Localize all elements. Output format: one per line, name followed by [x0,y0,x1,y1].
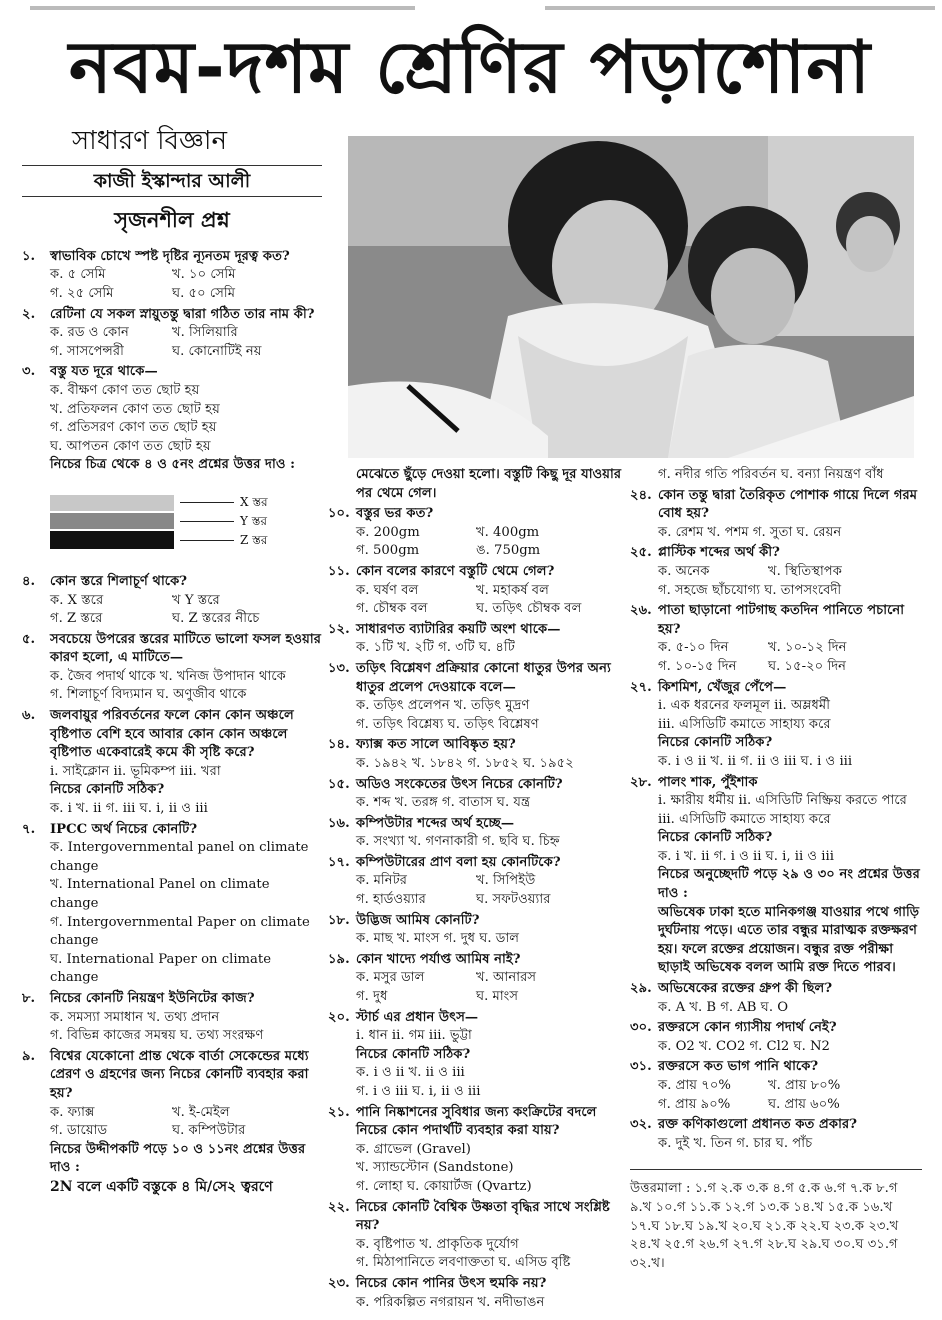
options: গ. Z স্তরে ঘ. Z স্তরের নীচে [50,611,260,627]
question-21: ২১. পানি নিষ্কাশনের সুবিধার জন্য কংক্রিটের বদলে নিচের কোন পদার্থটি ব্যবহার করা যায়? [328,1104,597,1139]
options: ক. 200gm খ. 400gm [356,524,540,540]
question-10: ১০. বস্তুর ভর কত? [328,506,434,522]
option: ক. Intergovernmental panel on climate change [50,840,309,874]
option: i. সাইক্লোন ii. ভূমিকম্প iii. খরা [50,763,221,779]
option: ঘ. International Paper on climate change [50,951,272,986]
layer-z [50,531,174,549]
instruction-note: নিচের উদ্দীপকটি পড়ে ১০ ও ১১নং প্রশ্নের উত্তর দাও : [50,1141,306,1176]
options: গ. সাসপেন্সরী ঘ. কোনোটিই নয় [50,343,262,359]
question-3: ৩. বস্তু যত দূরে থাকে— [22,364,158,380]
option: i. এক ধরনের ফলমূল ii. অম্লধর্মী [658,698,830,714]
question-9: ৯. বিশ্বের যেকোনো প্রান্ত থেকে বার্তা সেকেন্ডের মধ্যে প্রেরণ ও গ্রহণের জন্য নিচের কোনটি ব্যবহার করা হয়? [22,1048,309,1101]
option: গ. লোহা ঘ. কোয়ার্টজ (Qvartz) [356,1178,532,1194]
option: ক. i খ. ii গ. i ও ii ঘ. i, ii ও iii [658,848,834,864]
question-31: ৩১. রক্তরসে কত ভাগ পানি থাকে? [630,1059,819,1075]
option: ক. ১৯৪২ খ. ১৮৪২ গ. ১৮৫২ ঘ. ১৯৫২ [356,755,574,771]
option: iii. এসিডিটি কমাতে সাহায্য করে [658,811,831,827]
option: ক. i ও ii খ. ii ও iii [356,1065,465,1081]
column-2 [328,466,628,1312]
question-30: ৩০. রক্তরসে কোন গ্যাসীয় পদার্থ নেই? [630,1020,837,1036]
options: ক. ফ্যাক্স খ. ই-মেইল [50,1104,230,1120]
students-exam-photo [348,136,914,458]
options: ক. অনেক খ. স্থিতিস্থাপক [658,563,842,579]
author-name: কাজী ইস্কান্দার আলী [93,169,251,192]
option: গ. i ও iii ঘ. i, ii ও iii [356,1084,481,1099]
layer-y-label: Y স্তর [240,513,267,528]
option: ক. জৈব পদার্থ থাকে খ. খনিজ উপাদান থাকে [50,668,286,684]
option: ক. i ও ii খ. ii গ. ii ও iii ঘ. i ও iii [658,753,853,769]
question-20: ২০. স্টার্চ এর প্রধান উৎস— [328,1009,479,1025]
divider [22,165,322,166]
option: ক. পরিকল্পিত নগরায়ন খ. নদীভাঙন [356,1294,545,1310]
option: i. ক্ষারীয় ধর্মীয় ii. এসিডিটি নিষ্ক্রিয় করতে পারে [658,793,907,809]
question-25: ২৫. প্লাস্টিক শব্দের অর্থ কী? [630,545,780,561]
subject-heading: সাধারণ বিজ্ঞান [72,126,227,156]
soil-layer-diagram [50,485,322,559]
masthead-title: নবম-দশম শ্রেণির পড়াশোনা [68,25,872,109]
option: খ. International Panel on climate change [50,877,270,911]
option: খ. স্যান্ডস্টোন (Sandstone) [356,1160,514,1176]
options: ক. ঘর্ষণ বল খ. মহাকর্ষ বল [356,582,549,598]
question-27: ২৭. কিশমিশ, খেঁজুর পেঁপে— [630,679,787,695]
question-12: ১২. সাধারণত ব্যাটারির কয়টি অংশ থাকে— [328,621,561,637]
option: iii. এসিডিটি কমাতে সাহায্য করে [658,716,831,732]
option: ক. শব্দ খ. তরঙ্গ গ. বাতাস ঘ. যন্ত্র [356,795,531,811]
options: ক. ৫-১০ দিন খ. ১০-১২ দিন [658,640,847,656]
options: গ. প্রায় ৯০% ঘ. প্রায় ৬০% [658,1096,840,1112]
column-3 [630,466,922,1273]
question-13: ১৩. তড়িৎ বিশ্লেষণ প্রক্রিয়ার কোনো ধাতুর উপর অন্য ধাতুর প্রলেপ দেওয়াকে বলে— [328,660,611,695]
option: ক. A খ. B গ. AB ঘ. O [658,999,789,1015]
option: গ. Intergovernmental Paper on climate change [50,914,310,949]
options: গ. ২৫ সেমি ঘ. ৫০ সেমি [50,285,236,301]
question-8: ৮. নিচের কোনটি নিয়ন্ত্রণ ইউনিটের কাজ? [22,990,255,1006]
option: ক. সমস্যা সমাধান খ. তথ্য প্রদান [50,1009,220,1025]
option: ক. তড়িৎ প্রলেপন খ. তড়িৎ মুদ্রণ [356,698,530,714]
question-19: ১৯. কোন খাদ্যে পর্যাপ্ত আমিষ নাই? [328,951,521,967]
options: গ. হার্ডওয়্যার ঘ. সফটওয়্যার [356,892,551,908]
option: ক. বীক্ষণ কোণ তত ছোট হয় [50,382,200,398]
options: ক. রড ও কোন খ. সিলিয়ারি [50,325,238,341]
question-11: ১১. কোন বলের কারণে বস্তুটি থেমে গেল? [328,563,555,579]
layer-x-label: X স্তর [240,494,268,509]
options: ক. ৫ সেমি খ. ১০ সেমি [50,267,236,283]
instruction-note: নিচের চিত্র থেকে ৪ ও ৫নং প্রশ্নের উত্তর দাও : [50,457,295,473]
layer-z-label: Z স্তর [240,532,268,547]
option: গ. শিলাচূর্ণ বিদ্যমান ঘ. অণুজীব থাকে [50,687,247,703]
question-23: ২৩. নিচের কোন পানির উৎস হুমকি নয়? [328,1275,547,1291]
question-22: ২২. নিচের কোনটি বৈশ্বিক উষ্ণতা বৃদ্ধির সাথে সংশ্লিষ্ট নয়? [328,1199,610,1234]
top-rule-right [545,6,935,10]
options: গ. ১০-১৫ দিন ঘ. ১৫-২০ দিন [658,658,847,674]
option: গ. তড়িৎ বিশ্লেষ্য ঘ. তড়িৎ বিশ্লেষণ [356,716,539,732]
option: নিচের কোনটি সঠিক? [356,1046,471,1062]
question-17: ১৭. কম্পিউটারের প্রাণ বলা হয় কোনটিকে? [328,854,561,870]
layer-y [50,513,174,529]
question-18: ১৮. উদ্ভিজ আমিষ কোনটি? [328,912,480,928]
divider [22,196,322,197]
options: গ. 500gm ঙ. 750gm [356,543,541,559]
instruction-note: নিচের অনুচ্ছেদটি পড়ে ২৯ ও ৩০ নং প্রশ্নের উত্তর দাও : [658,867,920,902]
question-4: ৪. কোন স্তরে শিলাচূর্ণ থাকে? [22,573,188,589]
option: খ. প্রতিফলন কোণ তত ছোট হয় [50,401,220,417]
option: i. ধান ii. গম iii. ভুট্টা [356,1028,472,1044]
question-29: ২৯. অভিষেকের রক্তের গ্রুপ কী ছিল? [630,981,833,997]
option: ক. মাছ খ. মাংস গ. দুধ ঘ. ডাল [356,931,520,947]
top-rule-left [30,6,415,10]
option: ক. O2 খ. CO2 গ. Cl2 ঘ. N2 [658,1038,830,1054]
question-2: ২. রেটিনা যে সকল স্নায়ুতন্তু দ্বারা গঠিত তার নাম কী? [22,306,315,322]
option: নিচের কোনটি সঠিক? [658,830,773,846]
option: নিচের কোনটি সঠিক? [658,735,773,751]
options: ক. মসুর ডাল খ. আনারস [356,970,537,986]
option: ঘ. আপতন কোণ তত ছোট হয় [50,438,211,454]
option: নিচের কোনটি সঠিক? [50,782,165,798]
option: ক. বৃষ্টিপাত খ. প্রাকৃতিক দুর্যোগ [356,1236,519,1252]
options: ক. প্রায় ৭০% খ. প্রায় ৮০% [658,1078,841,1093]
option: গ. সহজে ছাঁচযোগ্য ঘ. তাপসংবেদী [658,582,842,598]
question-6: ৬. জলবায়ুর পরিবর্তনের ফলে কোন কোন অঞ্চলে বৃষ্টিপাত বেশি হবে আবার কোন কোন অঞ্চলে বৃষ্টিপাত একেবারেই কমে কী সৃষ্টি করে? [22,708,294,761]
option: ক. সংখ্যা খ. গণনাকারী গ. ছবি ঘ. চিহ্ন [356,834,560,850]
question-26: ২৬. পাতা ছাড়ানো পাটগাছ কতদিন পানিতে পচানো হয়? [630,603,905,637]
options: গ. দুধ ঘ. মাংস [356,989,519,1005]
question-1: ১. স্বাভাবিক চোখে স্পষ্ট দৃষ্টির ন্যূনতম দূরত্ব কত? [22,248,290,264]
question-5: ৫. সবচেয়ে উপরের স্তরের মাটিতে ভালো ফসল হওয়ার কারণ হলো, এ মাটিতে— [22,631,321,666]
layer-x [50,495,174,511]
question-28: ২৮. পালং শাক, পুঁইশাক [630,774,758,790]
options: গ. চৌম্বক বল ঘ. তড়িৎ চৌম্বক বল [356,601,582,617]
question-7: ৭. IPCC অর্থ নিচের কোনটি? [22,821,198,837]
stimulus-text: মেঝেতে ছুঁড়ে দেওয়া হলো। বস্তুটি কিছু দূর যাওয়ার পর থেমে গেল। [356,467,622,501]
question-24: ২৪. কোন তন্তু দ্বারা তৈরিকৃত পোশাক গায়ে দিলে গরম বোধ হয়? [630,487,918,522]
answer-key: উত্তরমালা : ১.গ ২.ক ৩.ক ৪.গ ৫.ক ৬.গ ৭.ক ৮.গ ৯.খ ১০.গ ১১.ক ১২.গ ১৩.ক ১৪.খ ১৫.ক ১৬.খ ১৭.ঘ ১৮.ঘ ১৯.খ ২০.ঘ ২১.ক ২২.ঘ ২৩.ক ২৩.খ ২৪.খ ২৫.গ ২৬.গ ২৭.গ ২৮.ঘ ২৯.ঘ ৩০.ঘ ৩১.গ ৩২.খ। [630,1169,922,1273]
option: গ. নদীর গতি পরিবর্তন ঘ. বন্যা নিয়ন্ত্রণ বাঁধ [658,467,884,482]
option: গ. মিঠাপানিতে লবণাক্ততা ঘ. এসিড বৃষ্টি [356,1255,571,1271]
section-heading: সৃজনশীল প্রশ্ন [114,208,230,233]
option: গ. প্রতিসরণ কোণ তত ছোট হয় [50,420,217,436]
options: ক. মনিটর খ. সিপিইউ [356,873,536,889]
option: ক. ১টি খ. ২টি গ. ৩টি ঘ. ৪টি [356,640,515,656]
column-1 [22,128,322,1197]
question-14: ১৪. ফ্যাক্স কত সালে আবিষ্কৃত হয়? [328,737,516,753]
option: ক. দুই খ. তিন গ. চার ঘ. পাঁচ [658,1135,813,1151]
options: গ. ডায়োড ঘ. কম্পিউটার [50,1123,246,1139]
option: ক. গ্রাভেল (Gravel) [356,1141,471,1157]
options: ক. X স্তরে খ Y স্তরে [50,592,220,608]
passage-text: অভিষেক ঢাকা হতে মানিকগঞ্জ যাওয়ার পথে গাড়ি দুর্ঘটনায় পড়ে। এতে তার বন্ধুর মারাত্মক রক্তক্ষরণ হয়। ফলে রক্তের প্রয়োজন। বন্ধুর রক্ত পরীক্ষা ছাড়াই অভিষেক বলল আমি রক্ত দিতে পারব। [658,904,920,976]
question-15: ১৫. অডিও সংকেতের উৎস নিচের কোনটি? [328,776,563,792]
option: ক. i খ. ii গ. iii ঘ. i, ii ও iii [50,801,208,817]
stimulus-text: 2N বলে একটি বস্তুকে ৪ মি/সে২ ত্বরণে [50,1178,273,1195]
question-16: ১৬. কম্পিউটার শব্দের অর্থ হচ্ছে— [328,815,515,831]
question-32: ৩২. রক্ত কণিকাগুলো প্রধানত কত প্রকার? [630,1117,857,1133]
option: ক. রেশম খ. পশম গ. সুতা ঘ. রেয়ন [658,524,842,540]
option: গ. বিভিন্ন কাজের সমন্বয় ঘ. তথ্য সংরক্ষণ [50,1028,264,1044]
